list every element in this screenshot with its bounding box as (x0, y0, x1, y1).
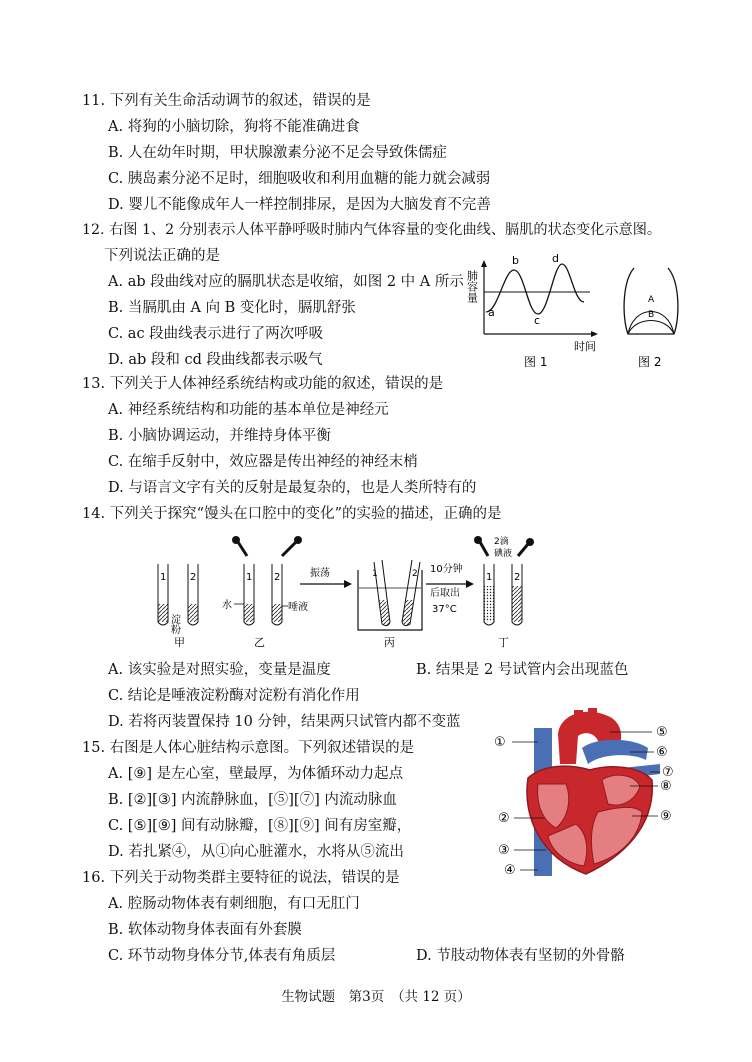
panel-label-jia: 甲 (174, 636, 185, 649)
starch-label: 淀粉 (168, 614, 180, 634)
tube-1-bing-label: 1 (372, 569, 378, 579)
heart-label-7: ⑦ (662, 765, 674, 780)
q13-option-c: C. 在缩手反射中，效应器是传出神经的神经末梢 (108, 454, 418, 470)
q11-option-a: A. 将狗的小脑切除，狗将不能准确进食 (108, 119, 360, 135)
time-label-2: 后取出 (430, 588, 460, 599)
heart-label-5: ⑤ (656, 725, 668, 740)
q16-option-d: D. 节肢动物体表有坚韧的外骨骼 (416, 948, 625, 964)
aortic-branch-2 (588, 708, 597, 722)
q12-stem-line2: 下列说法正确的是 (104, 248, 220, 264)
experiment-figure (150, 534, 540, 652)
q12-option-c: C. ac 段曲线表示进行了两次呼吸 (108, 326, 324, 342)
panel-jia (158, 564, 198, 649)
q14-stem: 14. 下列关于探究“馒头在口腔中的变化”的实验的描述，正确的是 (82, 506, 502, 522)
arrow-shake-head (344, 580, 352, 588)
q11-option-d: D. 婴儿不能像成年人一样控制排尿，是因为大脑发育不完善 (108, 197, 491, 213)
q12-option-b: B. 当膈肌由 A 向 B 变化时，膈肌舒张 (108, 300, 356, 316)
panel-label-yi: 乙 (254, 636, 265, 649)
dropper-1 (238, 542, 247, 556)
q15-option-c: C. [⑤][⑨] 间有动脉瓣，[⑧][⑨] 间有房室瓣， (108, 818, 412, 834)
tube-2-ding-label: 2 (514, 572, 521, 583)
heart-label-3: ③ (498, 843, 510, 858)
tube-2-bing-label: 2 (412, 569, 418, 579)
heart-label-8: ⑧ (660, 779, 672, 794)
fig1-point-a: a (488, 306, 495, 319)
q12-stem-line1: 12. 右图 1、2 分别表示人体平静呼吸时肺内气体容量的变化曲线、膈肌的状态变化示意图。 (82, 222, 662, 238)
dropper-2-bulb (294, 536, 302, 544)
aortic-branch-1 (574, 710, 583, 726)
q16-option-c: C. 环节动物身体分节,体表有角质层 (108, 948, 336, 964)
heart-figure (490, 708, 690, 884)
fig1-point-d: d (552, 252, 559, 265)
dropper-4-bulb (526, 538, 534, 546)
panel-bing (358, 560, 422, 649)
heart-label-6: ⑥ (656, 745, 668, 760)
heart-label-4: ④ (504, 863, 516, 878)
tube-1-starch (159, 604, 168, 622)
dropper-2 (282, 542, 296, 556)
tube-2-label: 2 (190, 572, 197, 583)
fig1-ylabel: 肺容量 (465, 270, 479, 303)
tube-1-yi-starch (245, 604, 254, 622)
panel-ding (474, 535, 534, 649)
q16-stem: 16. 下列关于动物类群主要特征的说法，错误的是 (82, 870, 400, 886)
q16-option-a: A. 腔肠动物体表有刺细胞，有口无肛门 (108, 896, 360, 912)
tube-1-bing-content (378, 600, 390, 626)
fig1-point-c: c (534, 314, 541, 327)
q15-stem: 15. 右图是人体心脏结构示意图。下列叙述错误的是 (82, 740, 415, 756)
fig1-x-arrow (591, 331, 598, 337)
fig2-caption: 图 2 (638, 355, 662, 369)
tube-2-ding-content (513, 586, 522, 622)
panel-label-ding: 丁 (498, 636, 509, 649)
q13-option-b: B. 小脑协调运动，并维持身体平衡 (108, 428, 331, 444)
q14-option-c: C. 结论是唾液淀粉酶对淀粉有消化作用 (108, 688, 360, 704)
fig2-label-a: A (648, 295, 655, 305)
q13-option-d: D. 与语言文字有关的反射是最复杂的，也是人类所特有的 (108, 480, 477, 496)
q14-option-d: D. 若将丙装置保持 10 分钟，结果两只试管内都不变蓝 (108, 714, 461, 730)
time-label-1: 10分钟 (430, 564, 463, 575)
q15-option-a: A. [⑨] 是左心室，壁最厚，为体循环动力起点 (108, 766, 404, 782)
q15-option-b: B. [②][③] 内流静脉血，[⑤][⑦] 内流动脉血 (108, 792, 397, 808)
dropper-3-bulb (474, 536, 482, 544)
fig1-xlabel: 时间 (574, 340, 596, 353)
fig1-y-arrow (481, 260, 487, 267)
fig1-caption: 图 1 (524, 355, 548, 369)
diaphragm-figure (618, 262, 688, 372)
dropper-3 (480, 542, 488, 556)
lung-volume-figure (465, 252, 610, 372)
tube-2-starch (189, 604, 198, 622)
q12-option-d: D. ab 段和 cd 段曲线都表示吸气 (108, 352, 323, 368)
fig1-point-b: b (512, 254, 519, 267)
q11-option-b: B. 人在幼年时期，甲状腺激素分泌不足会导致侏儒症 (108, 145, 447, 161)
tube-1-label: 1 (160, 572, 167, 583)
diaphragm-state-b (628, 321, 674, 335)
q13-option-a: A. 神经系统结构和功能的基本单位是神经元 (108, 402, 389, 418)
tube-1-ding-content (485, 586, 494, 622)
q11-stem: 11. 下列有关生命活动调节的叙述，错误的是 (82, 93, 371, 109)
tube-1-ding-label: 1 (486, 572, 493, 583)
iodine-label: 碘液 (494, 549, 513, 559)
page-footer: 生物试题 第3页 （共 12 页） (281, 989, 471, 1005)
fig1-volume-curve (486, 264, 584, 314)
q16-option-b: B. 软体动物身体表面有外套膜 (108, 922, 302, 938)
drops-label: 2滴 (494, 537, 509, 547)
q14-option-a: A. 该实验是对照实验，变量是温度 (108, 662, 331, 678)
q12-option-a: A. ab 段曲线对应的膈肌状态是收缩，如图 2 中 A 所示 (108, 274, 464, 290)
temperature-label: 37°C (432, 604, 457, 615)
q11-option-c: C. 胰岛素分泌不足时，细胞吸收和利用血糖的能力就会减弱 (108, 171, 491, 187)
panel-yi (222, 536, 308, 649)
tube-2-yi-label: 2 (274, 572, 281, 583)
q13-stem: 13. 下列关于人体神经系统结构或功能的叙述，错误的是 (82, 376, 444, 392)
dropper-4 (518, 544, 528, 556)
shake-label: 振荡 (310, 568, 330, 579)
saliva-label: 唾液 (288, 602, 308, 613)
q14-option-b: B. 结果是 2 号试管内会出现蓝色 (416, 662, 629, 678)
q15-option-d: D. 若扎紧④，从①向心脏灌水，水将从⑤流出 (108, 844, 404, 860)
tube-2-yi-starch (273, 604, 282, 622)
heart-label-1: ① (494, 735, 506, 750)
water-label: 水 (222, 600, 232, 611)
panel-label-bing: 丙 (384, 636, 395, 649)
dropper-1-bulb (232, 536, 240, 544)
heart-label-2: ② (498, 811, 510, 826)
arrow-incubate-head (466, 580, 474, 588)
tube-1-yi-label: 1 (246, 572, 253, 583)
fig2-label-b: B (648, 310, 655, 320)
heart-label-9: ⑨ (660, 809, 672, 824)
